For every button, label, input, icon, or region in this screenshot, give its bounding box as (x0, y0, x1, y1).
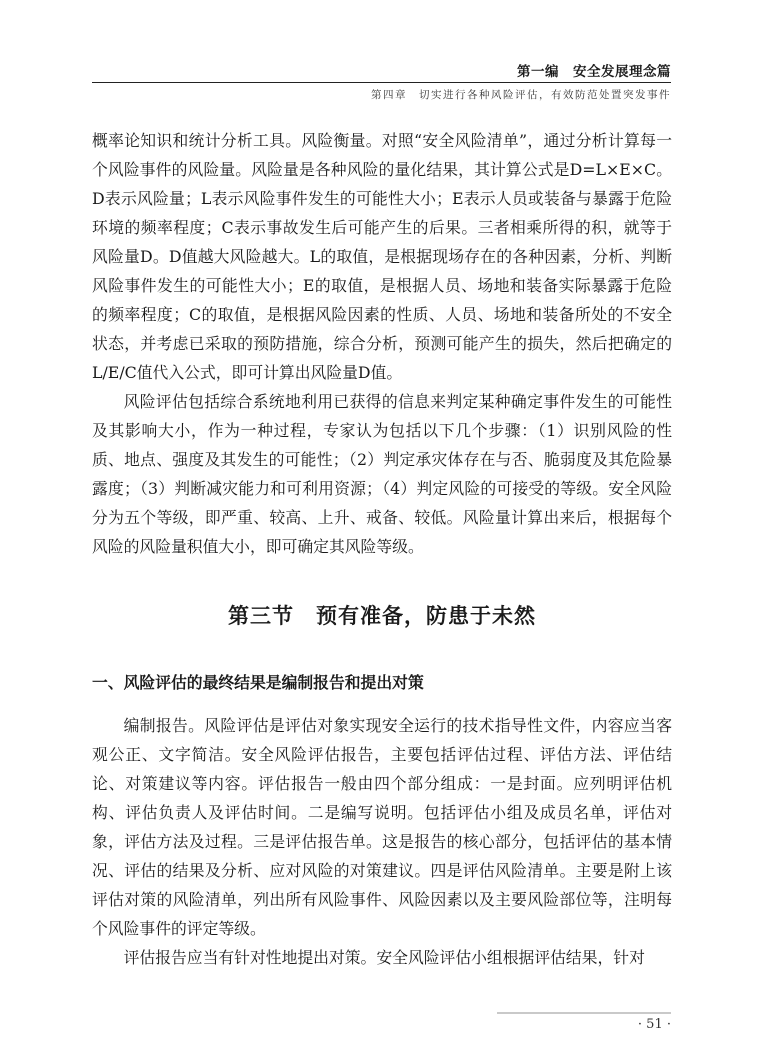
body-paragraph: 风险评估包括综合系统地利用已获得的信息来判定某种确定事件发生的可能性及其影响大小，作为一种过程，专家认为包括以下几个步骤：（1）识别风险的性质、地点、强度及其发生的可能性；（2）判定承灾体存在与否、脆弱度及其危险暴露度；（3）判断减灾能力和可利用资源；（4）判定风险的可接受的等级。安全风险分为五个等级，即严重、较高、上升、戒备、较低。风险量计算出来后，根据每个风险的风险量积值大小，即可确定其风险等级。 (92, 392, 672, 556)
body-paragraph: 编制报告。风险评估是评估对象实现安全运行的技术指导性文件，内容应当客观公正、文字简洁。安全风险评估报告，主要包括评估过程、评估方法、评估结论、对策建议等内容。评估报告一般由四个部分组成：一是封面。应列明评估机构、评估负责人及评估时间。二是编写说明。包括评估小组及成员名单，评估对象，评估方法及过程。三是评估报告单。这是报告的核心部分，包括评估的基本情况、评估的结果及分析、应对风险的对策建议。四是评估风险清单。主要是附上该评估对策的风险清单，列出所有风险事件、风险因素以及主要风险部位等，注明每个风险事件的评定等级。 (92, 716, 672, 938)
body-paragraph: 概率论知识和统计分析工具。风险衡量。对照“安全风险清单”，通过分析计算每一个风险事件的风险量。风险量是各种风险的量化结果，其计算公式是D=L×E×C。D表示风险量；L表示风险事件发生的可能性大小；E表示人员或装备与暴露于危险环境的频率程度；C表示事故发生后可能产生的后果。三者相乘所得的积，就等于风险量D。D值越大风险越大。L的取值，是根据现场存在的各种因素，分析、判断风险事件发生的可能性大小；E的取值，是根据人员、场地和装备实际暴露于危险的频率程度；C的取值，是根据风险因素的性质、人员、场地和装备所处的不安全状态，并考虑已采取的预防措施，综合分析，预测可能产生的损失，然后把确定的L/E/C值代入公式，即可计算出风险量D值。 (92, 131, 672, 382)
page-number: · 51 · (637, 1017, 671, 1032)
body-paragraph: 评估报告应当有针对性地提出对策。安全风险评估小组根据评估结果，针对 (123, 948, 645, 967)
page-body (92, 126, 672, 972)
header-divider (92, 82, 671, 83)
subsection-heading: 一、风险评估的最终结果是编制报告和提出对策 (92, 673, 424, 692)
chapter-title: 第四章 切实进行各种风险评估，有效防范处置突发事件 (371, 89, 671, 101)
footer-divider (497, 1012, 671, 1014)
part-title: 第一编 安全发展理念篇 (517, 64, 671, 80)
section-heading: 第三节 预有准备，防患于未然 (228, 604, 536, 628)
